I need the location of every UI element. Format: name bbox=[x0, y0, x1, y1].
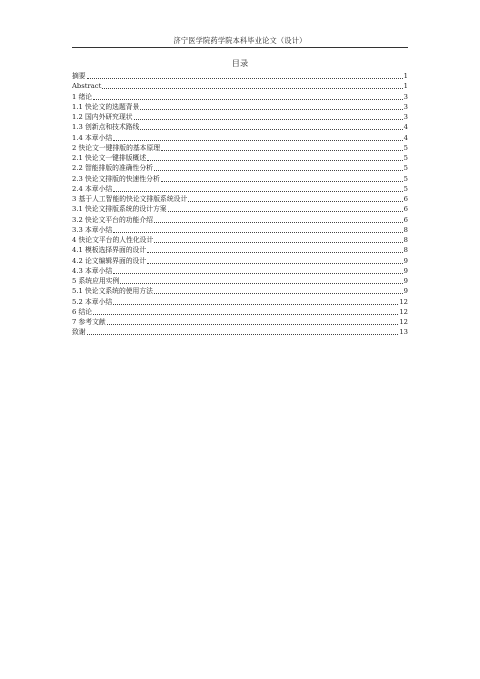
toc-entry-label: 3.3 本章小结 bbox=[72, 225, 113, 234]
toc-entry-page: 13 bbox=[399, 328, 408, 337]
toc-entry[interactable] bbox=[72, 256, 408, 266]
toc-entry[interactable] bbox=[72, 266, 408, 276]
toc-entry-page: 12 bbox=[399, 307, 408, 316]
toc-dot-leader bbox=[120, 283, 402, 284]
toc-entry[interactable] bbox=[72, 184, 408, 194]
toc-dot-leader bbox=[147, 160, 403, 161]
toc-entry[interactable] bbox=[72, 174, 408, 184]
toc-dot-leader bbox=[113, 191, 403, 192]
toc-dot-leader bbox=[154, 222, 403, 223]
toc-entry-page: 3 bbox=[403, 92, 408, 101]
toc-entry-page: 9 bbox=[403, 277, 408, 285]
toc-entry-page: 12 bbox=[399, 318, 408, 326]
toc-entry-label: 5.2 本章小结 bbox=[72, 297, 113, 306]
toc-entry[interactable] bbox=[72, 327, 408, 337]
toc-entry[interactable] bbox=[72, 81, 408, 91]
toc-entry[interactable] bbox=[72, 112, 408, 122]
toc-entry-page: 3 bbox=[403, 102, 408, 111]
toc-entry-page: 9 bbox=[403, 287, 408, 296]
toc-dot-leader bbox=[140, 129, 402, 130]
toc-entry-label: 4 快论文平台的人性化设计 bbox=[72, 236, 154, 244]
toc-entry-label: 2.3 快论文排版的快速性分析 bbox=[72, 174, 160, 183]
toc-entry[interactable] bbox=[72, 317, 408, 327]
toc-entry-label: 4.3 本章小结 bbox=[72, 266, 113, 275]
toc-entry-page: 5 bbox=[403, 174, 408, 183]
toc-dot-leader bbox=[87, 78, 403, 79]
toc-dot-leader bbox=[154, 293, 403, 294]
toc-dot-leader bbox=[113, 273, 403, 274]
toc-entry-page: 6 bbox=[403, 205, 408, 214]
toc-entry-label: 7 参考文献 bbox=[72, 318, 106, 326]
toc-dot-leader bbox=[188, 201, 402, 202]
toc-entry[interactable] bbox=[72, 297, 408, 307]
toc-entry-page: 12 bbox=[399, 297, 408, 306]
toc-entry-page: 8 bbox=[403, 225, 408, 234]
toc-entry-label: 2.1 快论文一键排版概述 bbox=[72, 154, 147, 162]
toc-entry-label: 5.1 快论文系统的使用方法 bbox=[72, 287, 153, 296]
toc-dot-leader bbox=[113, 304, 398, 305]
toc-entry-page: 3 bbox=[403, 113, 408, 121]
toc-entry-label: 2.4 本章小结 bbox=[72, 184, 113, 193]
toc-entry-page: 5 bbox=[403, 143, 408, 152]
toc-entry[interactable] bbox=[72, 286, 408, 296]
toc-entry-label: 6 结论 bbox=[72, 307, 93, 316]
toc-dot-leader bbox=[107, 324, 399, 325]
toc-dot-leader bbox=[154, 170, 403, 171]
toc-entry[interactable] bbox=[72, 102, 408, 112]
toc-entry[interactable] bbox=[72, 71, 408, 81]
toc-entry[interactable] bbox=[72, 215, 408, 225]
toc-entry-label: 3.2 快论文平台的功能介绍 bbox=[72, 215, 153, 224]
toc-dot-leader bbox=[93, 99, 403, 100]
toc-dot-leader bbox=[113, 140, 403, 141]
toc-dot-leader bbox=[134, 119, 403, 120]
toc-entry-label: 3.1 快论文排版系统的设计方案 bbox=[72, 205, 167, 214]
toc-entry-label: 1.3 创新点和技术路线 bbox=[72, 123, 140, 132]
toc-dot-leader bbox=[113, 232, 403, 233]
toc-dot-leader bbox=[102, 88, 402, 89]
toc-entry-page: 1 bbox=[403, 82, 408, 91]
toc-dot-leader bbox=[93, 314, 398, 315]
toc-entry-label: 致谢 bbox=[72, 328, 86, 337]
toc-dot-leader bbox=[147, 263, 403, 264]
toc-entry-label: 1.1 快论文的选题背景 bbox=[72, 102, 140, 111]
toc-entry-page: 4 bbox=[403, 133, 408, 142]
toc-entry-label: 5 系统应用实例 bbox=[72, 277, 120, 285]
toc-entry[interactable] bbox=[72, 245, 408, 255]
toc-entry[interactable] bbox=[72, 163, 408, 173]
toc-entry-page: 1 bbox=[403, 72, 408, 80]
toc-entry[interactable] bbox=[72, 276, 408, 286]
toc-entry-page: 5 bbox=[403, 184, 408, 193]
table-of-contents bbox=[72, 71, 408, 338]
toc-entry[interactable] bbox=[72, 133, 408, 143]
toc-entry[interactable] bbox=[72, 204, 408, 214]
toc-entry-label: 2.2 智能排版的准确性分析 bbox=[72, 164, 153, 173]
toc-entry-label: Abstract bbox=[72, 82, 102, 91]
toc-entry-label: 2 快论文一键排版的基本原理 bbox=[72, 143, 161, 152]
toc-entry[interactable] bbox=[72, 143, 408, 153]
toc-entry-page: 9 bbox=[403, 256, 408, 265]
toc-dot-leader bbox=[87, 334, 399, 335]
toc-entry[interactable] bbox=[72, 92, 408, 102]
toc-dot-leader bbox=[140, 109, 402, 110]
toc-entry-page: 6 bbox=[403, 195, 408, 203]
toc-dot-leader bbox=[154, 242, 402, 243]
toc-entry-label: 4.2 论文编辑界面的设计 bbox=[72, 256, 147, 265]
toc-entry-label: 1.2 国内外研究现状 bbox=[72, 113, 133, 121]
toc-entry[interactable] bbox=[72, 153, 408, 163]
toc-dot-leader bbox=[161, 150, 403, 151]
toc-entry-page: 6 bbox=[403, 215, 408, 224]
toc-dot-leader bbox=[161, 181, 403, 182]
header-rule bbox=[72, 47, 408, 48]
page-header: 济宁医学院药学院本科毕业论文（设计） bbox=[173, 36, 307, 45]
toc-entry-page: 4 bbox=[403, 123, 408, 132]
toc-entry-label: 1 绪论 bbox=[72, 92, 93, 101]
toc-entry-label: 3 基于人工智能的快论文排版系统设计 bbox=[72, 195, 188, 203]
toc-title: 目录 bbox=[231, 58, 249, 68]
toc-dot-leader bbox=[168, 211, 403, 212]
toc-entry[interactable] bbox=[72, 194, 408, 204]
toc-entry-page: 8 bbox=[403, 246, 408, 255]
toc-entry-page: 5 bbox=[403, 164, 408, 173]
toc-dot-leader bbox=[147, 252, 403, 253]
toc-entry-label: 1.4 本章小结 bbox=[72, 133, 113, 142]
toc-entry-label: 4.1 模板选择界面的设计 bbox=[72, 246, 147, 255]
toc-entry[interactable] bbox=[72, 307, 408, 317]
toc-entry[interactable] bbox=[72, 235, 408, 245]
toc-entry-page: 9 bbox=[403, 266, 408, 275]
toc-entry-page: 5 bbox=[403, 154, 408, 162]
toc-entry-label: 摘要 bbox=[72, 72, 86, 80]
toc-entry-page: 8 bbox=[403, 236, 408, 244]
toc-entry[interactable] bbox=[72, 122, 408, 132]
toc-entry[interactable] bbox=[72, 225, 408, 235]
